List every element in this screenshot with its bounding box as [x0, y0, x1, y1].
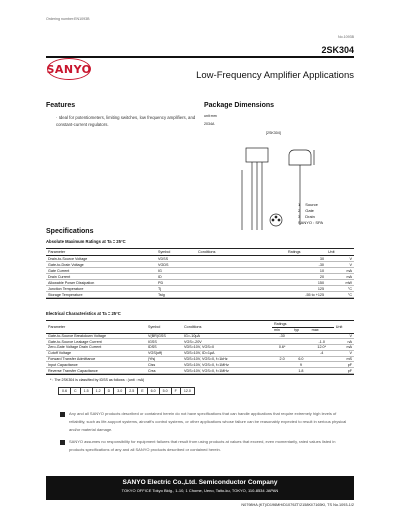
page-title: Low-Frequency Amplifier Applications [196, 70, 354, 81]
table-row: Drain Current ID 20 mA [48, 274, 352, 279]
table-row: Allowable Power Dissipation PD 150 mW [48, 280, 352, 285]
catalog-note: No.1093B [338, 35, 354, 39]
package-body-front [246, 148, 268, 162]
table-row: Reverse Transfer Capacitance Crss VDS=10V, VGS=0, f=1MHz 1.8 pF [48, 368, 352, 373]
features-text: · Ideal for potentiometers, limiting switches, low frequency amplifiers, and constant-current regulators. [56, 115, 196, 127]
ec-col-ratings: Ratings [272, 321, 334, 327]
table-row: Gate-to-Drain Voltage VGDS -30 V [48, 262, 352, 267]
ec-col-conditions: Conditions [182, 321, 272, 333]
footer-banner [46, 476, 354, 500]
rank-cell: D [105, 388, 115, 394]
package-maker: SANYO : SPA [298, 220, 324, 225]
footer-doc-code: N0798HA (KT)/D196MH/D1079ZT/2158KI/7165KI, TS No.1093-1/2 [241, 503, 354, 507]
table-row: Zero-Gate Voltage Drain Current IDSS VDS=10V, VGS=0 0.6* 12.0* mA [48, 345, 352, 350]
rank-cell: 6.0 [148, 388, 160, 394]
pin-1: 1 Source [298, 202, 318, 207]
absolute-maximum-ratings-table [46, 248, 354, 299]
ec-col-typ: typ [292, 327, 309, 333]
table-row: Gate-to-Source Leakage Current IGSS VGS=-20V -1.0 nA [48, 339, 352, 344]
ec-col-min: min [272, 327, 292, 333]
rank-cell: 1.2 [93, 388, 105, 394]
ec-col-parameter: Parameter [46, 321, 146, 333]
pin-3: 3 Drain [298, 214, 315, 219]
package-body-side [289, 150, 311, 165]
rank-cell: F [172, 388, 181, 394]
pin-legend [298, 202, 323, 226]
ordering-number: Ordering number:EN1093B [46, 17, 90, 21]
rank-cell: 0.6 [59, 388, 71, 394]
rank-cell: C [71, 388, 81, 394]
amr-col-parameter: Parameter [46, 249, 156, 256]
amr-heading: Absolute Maximum Ratings at Ta = 25°C [46, 239, 126, 244]
table-row: Input Capacitance Ciss VDS=10V, VGS=0, f=1MHz 9 pF [48, 362, 352, 367]
footer-company: SANYO Electric Co.,Ltd. Semiconductor Company [122, 479, 278, 486]
amr-col-unit: Unit [326, 249, 354, 256]
header-rule [46, 56, 354, 58]
notice-item: Any and all SANYO products described or contained herein do not have specifications that can handle applications that require extremely high levels of reliability, such as life-support systems, aircraft's control systems, or other applications whose failure can be reasonably expected to result in serious physical and/or material damage. [60, 410, 350, 434]
package-unit: unit:mm [204, 114, 217, 118]
ec-col-symbol: Symbol [146, 321, 182, 333]
table-row: Junction Temperature Tj 125 °C [48, 286, 352, 291]
rank-cell: 12.0 [183, 389, 191, 393]
rank-cell: 2.5 [126, 388, 138, 394]
pin-2: 2 Gate [298, 208, 314, 213]
idss-rank-table [58, 387, 195, 395]
table-row: Gate Current IG 10 mA [48, 268, 352, 273]
rank-cell: 3.0 [114, 388, 126, 394]
notice-block [60, 410, 350, 454]
ec-col-max: max [310, 327, 334, 333]
amr-col-symbol: Symbol [156, 249, 196, 256]
rank-cell: E [138, 388, 147, 394]
footer-address: TOKYO OFFICE Tokyo Bldg., 1-10, 1 Chome, Ueno, Taito-ku, TOKYO, 110-8534 JAPAN [121, 488, 279, 493]
ec-footnote: * : The 2SK304 is classified by IDSS as follows : (unit : mA) [50, 378, 145, 382]
package-drawing-label: [2SK304] [266, 131, 281, 135]
package-code: 2034A [204, 122, 215, 126]
table-row: Gate-to-Source Breakdown Voltage V(BR)GSS IG=-10μA -30 V [48, 333, 352, 338]
table-row: Storage Temperature Tstg -55 to +125 °C [48, 292, 352, 297]
features-heading: Features [46, 102, 76, 109]
electrical-characteristics-table [46, 320, 354, 375]
table-row: Forward Transfer Admittance |Yfs| VDS=10V, VGS=0, f=1kHz 2.0 6.0 mS [48, 357, 352, 362]
bullet-icon [60, 440, 65, 445]
package-drawing [234, 140, 334, 250]
logo-text: SANYO [46, 62, 92, 76]
amr-col-ratings: Ratings [286, 249, 326, 256]
specifications-heading: Specifications [46, 228, 94, 235]
part-number: 2SK304 [321, 45, 354, 55]
table-row: Drain-to-Source Voltage VDSS 30 V [48, 256, 352, 261]
table-row: Cutoff Voltage VGS(off) VDS=10V, ID=1μA -4 V [48, 351, 352, 356]
notice-item: SANYO assumes no responsibility for equipment failures that result from using products at values that exceed, even momentarily, rated values listed in products specifications of any and all SANYO products described or contained herein. [60, 438, 350, 454]
bullet-icon [60, 412, 65, 417]
rank-cell: 5.0 [160, 388, 172, 394]
sanyo-logo [47, 58, 91, 80]
ec-heading: Electrical Characteristics at Ta = 25°C [46, 311, 121, 316]
amr-col-conditions: Conditions [196, 249, 286, 256]
rank-cell: 1.5 [81, 388, 93, 394]
package-heading: Package Dimensions [204, 102, 275, 109]
ec-col-unit: Unit [334, 321, 354, 333]
